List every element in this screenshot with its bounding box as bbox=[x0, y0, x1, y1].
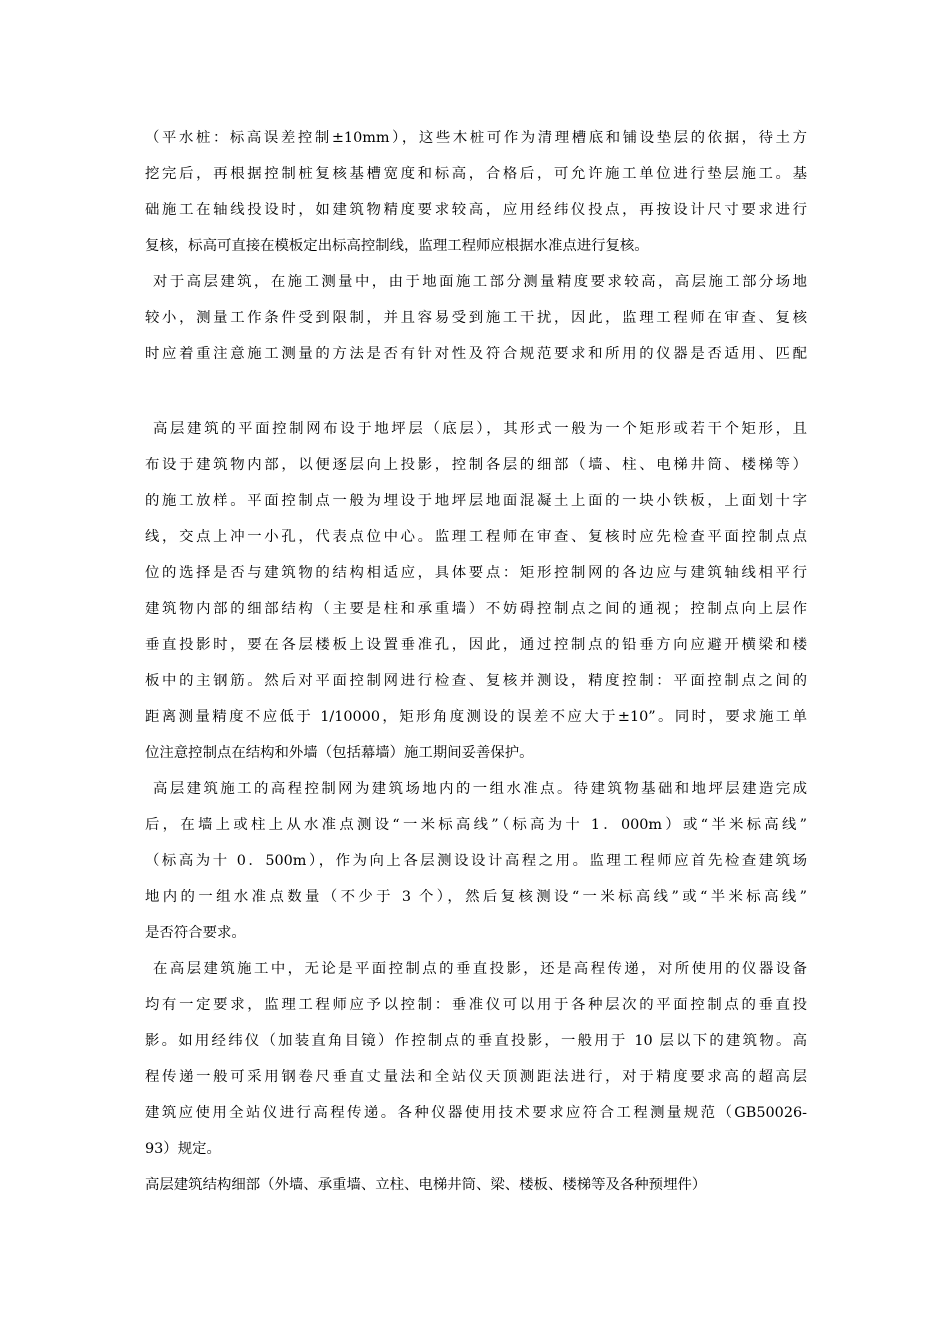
text-line: （平水桩：标高误差控制±10mm），这些木桩可作为清理槽底和铺设垫层的依据，待土方 bbox=[145, 130, 807, 146]
text-line: 建筑应使用全站仪进行高程传递。各种仪器使用技术要求应符合工程测量规范（GB50026- bbox=[145, 1105, 807, 1121]
text-line: 位的选择是否与建筑物的结构相适应，具体要点：矩形控制网的各边应与建筑轴线相平行 bbox=[145, 565, 807, 581]
text-line: 高层建筑的平面控制网布设于地坪层（底层），其形式一般为一个矩形或若干个矩形，且 bbox=[153, 421, 807, 437]
text-line: 的施工放样。平面控制点一般为埋设于地坪层地面混凝土上面的一块小铁板，上面划十字 bbox=[145, 493, 807, 509]
text-line: 地内的一组水准点数量（不少于 3 个），然后复核测设“一米标高线”或“半米标高线” bbox=[145, 889, 807, 905]
text-line: 位注意控制点在结构和外墙（包括幕墙）施工期间妥善保护。 bbox=[145, 745, 534, 761]
text-line: 较小，测量工作条件受到限制，并且容易受到施工干扰，因此，监理工程师在审查、复核 bbox=[145, 310, 807, 326]
text-line: 均有一定要求，监理工程师应予以控制：垂准仪可以用于各种层次的平面控制点的垂直投 bbox=[145, 997, 807, 1013]
text-line: 布设于建筑物内部，以便逐层向上投影，控制各层的细部（墙、柱、电梯井筒、楼梯等） bbox=[145, 457, 807, 473]
text-line: 础施工在轴线投设时，如建筑物精度要求较高，应用经纬仪投点，再按设计尺寸要求进行 bbox=[145, 202, 807, 218]
text-line: 高层建筑施工的高程控制网为建筑场地内的一组水准点。待建筑物基础和地坪层建造完成 bbox=[153, 781, 807, 797]
text-line: 板中的主钢筋。然后对平面控制网进行检查、复核并测设，精度控制：平面控制点之间的 bbox=[145, 673, 807, 689]
text-line: 距离测量精度不应低于 1/10000，矩形角度测设的误差不应大于±10”。同时，要求施工单 bbox=[145, 709, 807, 725]
text-line: 垂直投影时，要在各层楼板上设置垂准孔，因此，通过控制点的铅垂方向应避开横梁和楼 bbox=[145, 637, 807, 653]
text-line: 后，在墙上或柱上从水准点测设“一米标高线”（标高为十 1．000m）或“半米标高线” bbox=[145, 817, 807, 833]
text-line: 影。如用经纬仪（加装直角目镜）作控制点的垂直投影，一般用于 10 层以下的建筑物。高 bbox=[145, 1033, 807, 1049]
text-line: 93）规定。 bbox=[145, 1141, 221, 1157]
text-line: 复核，标高可直接在模板定出标高控制线，监理工程师应根据水准点进行复核。 bbox=[145, 238, 649, 254]
text-line: 是否符合要求。 bbox=[145, 925, 246, 941]
text-line: 时应着重注意施工测量的方法是否有针对性及符合规范要求和所用的仪器是否适用、匹配 bbox=[145, 346, 807, 362]
text-line: 程传递一般可采用钢卷尺垂直丈量法和全站仪天顶测距法进行，对于精度要求高的超高层 bbox=[145, 1069, 807, 1085]
text-line: 对于高层建筑，在施工测量中，由于地面施工部分测量精度要求较高，高层施工部分场地 bbox=[153, 274, 807, 290]
text-line: 高层建筑结构细部（外墙、承重墙、立柱、电梯井筒、梁、楼板、楼梯等及各种预埋件） bbox=[145, 1177, 707, 1193]
text-line: （标高为十 0．500m），作为向上各层测设设计高程之用。监理工程师应首先检查建筑场 bbox=[145, 853, 807, 869]
text-line: 线，交点上冲一小孔，代表点位中心。监理工程师在审查、复核时应先检查平面控制点点 bbox=[145, 529, 807, 545]
text-line: 在高层建筑施工中，无论是平面控制点的垂直投影，还是高程传递，对所使用的仪器设备 bbox=[153, 961, 807, 977]
text-line: 挖完后，再根据控制桩复核基槽宽度和标高，合格后，可允许施工单位进行垫层施工。基 bbox=[145, 166, 807, 182]
text-line: 建筑物内部的细部结构（主要是柱和承重墙）不妨碍控制点之间的通视；控制点向上层作 bbox=[145, 601, 807, 617]
